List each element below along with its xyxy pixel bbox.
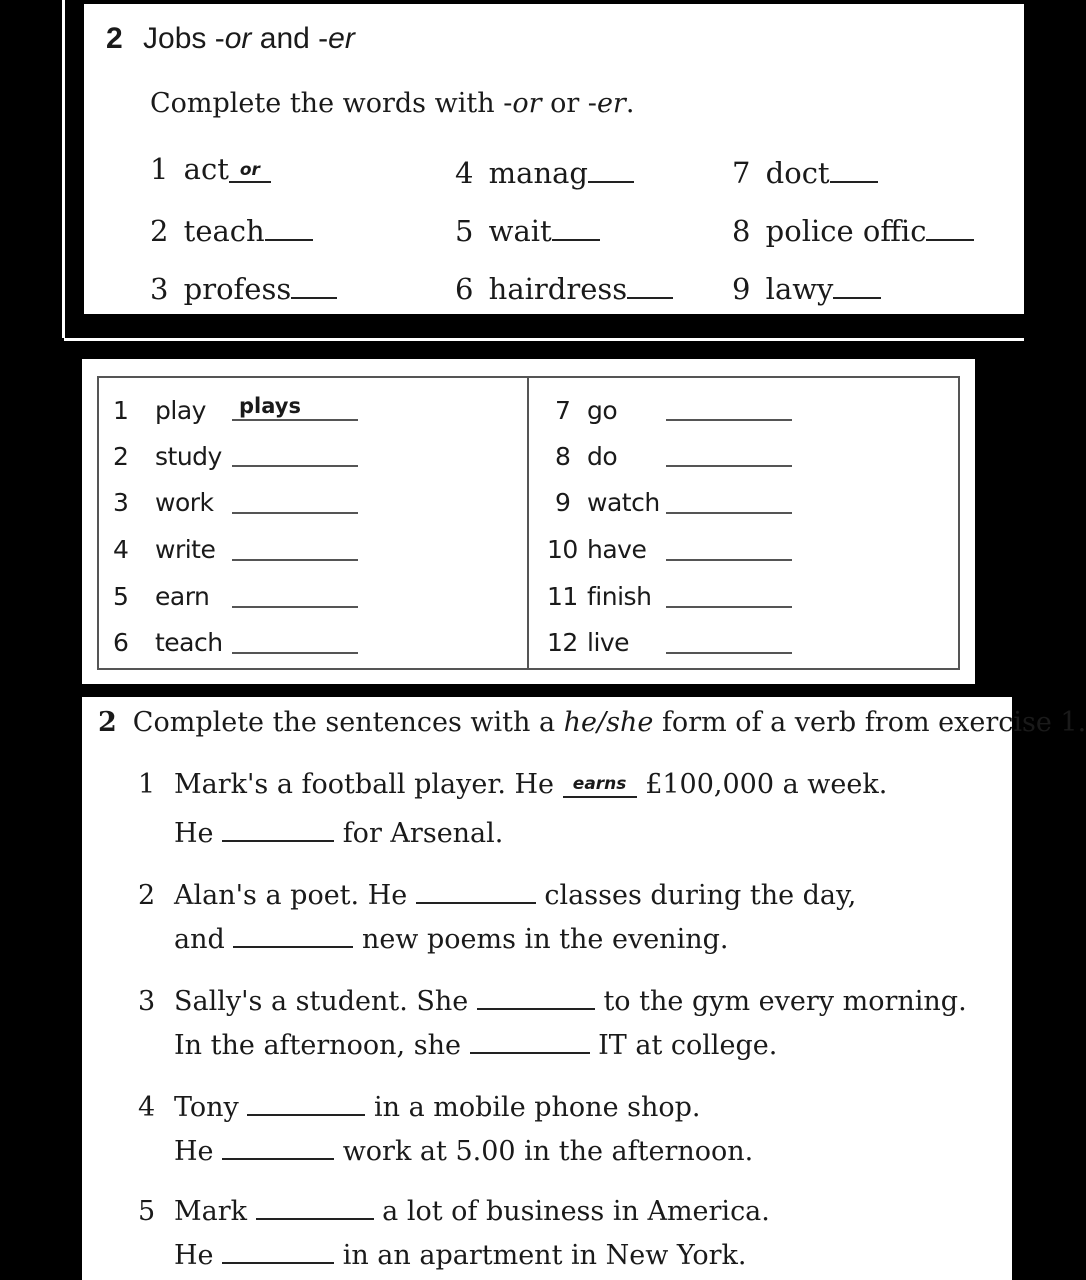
verb-number: 1 (113, 396, 129, 425)
word-item (732, 268, 881, 306)
verb-word: write (155, 535, 216, 564)
answer-line[interactable] (666, 558, 792, 561)
verb-word: play (155, 396, 206, 425)
sentence-text: He (174, 818, 223, 849)
sentence-text: He (174, 1240, 223, 1271)
word-stem: manag (488, 156, 588, 190)
answer-blank[interactable] (830, 152, 878, 183)
verb-word: earn (155, 582, 210, 611)
verb-word: watch (587, 488, 660, 517)
word-item (455, 210, 600, 248)
word-item (455, 152, 634, 190)
answer-line[interactable] (232, 511, 358, 514)
sentence-text: and (174, 924, 234, 955)
word-item (150, 152, 271, 186)
horizontal-divider (64, 338, 1024, 341)
handwritten-answer: earns (572, 774, 627, 794)
verb-word: live (587, 628, 630, 657)
verb-word: teach (155, 628, 223, 657)
verb-word: do (587, 442, 618, 471)
exercise-number: 2 (106, 22, 123, 55)
word-stem: wait (488, 214, 552, 248)
instruction-text-end: form of a verb from exercise 1. (653, 707, 1086, 738)
word-stem: hairdress (488, 272, 628, 306)
exercise-jobs-panel (82, 4, 1024, 314)
sentence-line (174, 1235, 747, 1271)
verb-number: 5 (113, 582, 129, 611)
exercise-title (106, 22, 355, 56)
answer-line[interactable] (666, 651, 792, 654)
title-and: and - (251, 22, 329, 55)
sentence-number: 2 (138, 880, 156, 911)
verb-number: 9 (555, 488, 571, 517)
word-item (732, 152, 878, 190)
sentence-number: 5 (138, 1196, 156, 1227)
item-number: 3 (150, 272, 169, 306)
vertical-divider (62, 0, 65, 338)
word-stem: act (183, 152, 229, 186)
verb-word: work (155, 488, 214, 517)
sentence-number: 4 (138, 1092, 156, 1123)
verb-number: 11 (547, 582, 578, 611)
sentence-item (138, 1087, 701, 1123)
sentence-text: new poems in the evening. (353, 924, 729, 955)
sentence-text: for Arsenal. (334, 818, 504, 849)
verb-word: study (155, 442, 222, 471)
answer-blank[interactable] (222, 1131, 334, 1160)
exercise-number: 2 (98, 707, 117, 738)
word-item (455, 268, 673, 306)
sentence-text: classes during the day, (535, 880, 857, 911)
answer-line[interactable] (666, 511, 792, 514)
answer-line[interactable] (666, 605, 792, 608)
word-stem: lawy (765, 272, 834, 306)
handwritten-answer: plays (239, 394, 301, 418)
sentence-line (174, 1131, 753, 1167)
instruction-er: er (596, 88, 626, 119)
answer-blank[interactable] (552, 210, 600, 241)
answer-blank[interactable] (222, 813, 334, 842)
answer-blank[interactable] (926, 210, 974, 241)
sentence-text: Tony (174, 1092, 248, 1123)
verb-number: 2 (113, 442, 129, 471)
sentence-text: Mark's a football player. He (174, 769, 563, 800)
sentence-text: Alan's a poet. He (174, 880, 416, 911)
word-item (150, 268, 337, 306)
answer-line[interactable] (666, 464, 792, 467)
answer-blank[interactable] (229, 152, 271, 183)
verb-table (97, 376, 960, 670)
verb-table-panel (82, 359, 975, 684)
sentence-line (174, 919, 728, 955)
sentence-number: 1 (138, 769, 156, 800)
sentence-text: Sally's a student. She (174, 986, 477, 1017)
item-number: 9 (732, 272, 751, 306)
instruction-end: . (625, 88, 635, 119)
verb-number: 7 (555, 396, 571, 425)
answer-line[interactable] (232, 605, 358, 608)
verb-word: have (587, 535, 647, 564)
instruction-mid: or - (541, 88, 597, 119)
sentence-text: He (174, 1136, 223, 1167)
answer-blank[interactable] (588, 152, 634, 183)
answer-blank[interactable] (256, 1191, 374, 1220)
verb-number: 3 (113, 488, 129, 517)
verb-word: finish (587, 582, 652, 611)
answer-blank[interactable] (416, 875, 536, 904)
sentence-item (138, 769, 887, 800)
word-stem: police offic (765, 214, 927, 248)
title-er: er (328, 22, 355, 55)
title-text: Jobs - (143, 22, 225, 55)
sentence-text: IT at college. (589, 1030, 778, 1061)
sentence-text: to the gym every morning. (594, 986, 967, 1017)
verb-number: 6 (113, 628, 129, 657)
sentence-line (174, 813, 503, 849)
answer-line[interactable] (666, 418, 792, 421)
answer-blank[interactable] (563, 769, 637, 798)
answer-line[interactable] (232, 558, 358, 561)
word-stem: doct (765, 156, 830, 190)
answer-blank[interactable] (233, 919, 353, 948)
verb-number: 12 (547, 628, 578, 657)
item-number: 4 (455, 156, 474, 190)
item-number: 8 (732, 214, 751, 248)
answer-line[interactable] (232, 464, 358, 467)
verb-number: 4 (113, 535, 129, 564)
sentence-item (138, 1191, 770, 1227)
sentence-text: work at 5.00 in the afternoon. (334, 1136, 754, 1167)
answer-blank[interactable] (627, 268, 673, 299)
item-number: 7 (732, 156, 751, 190)
answer-line[interactable] (232, 418, 358, 421)
sentence-item (138, 875, 856, 911)
answer-blank[interactable] (291, 268, 337, 299)
item-number: 1 (150, 152, 169, 186)
sentence-text: £100,000 a week. (636, 769, 888, 800)
instruction-text: Complete the sentences with a (132, 707, 564, 738)
answer-blank[interactable] (265, 210, 313, 241)
answer-blank[interactable] (833, 268, 881, 299)
answer-blank[interactable] (247, 1087, 365, 1116)
word-item (150, 210, 313, 248)
verb-word: go (587, 396, 618, 425)
item-number: 6 (455, 272, 474, 306)
sentence-text: a lot of business in America. (373, 1196, 770, 1227)
sentence-text: in a mobile phone shop. (365, 1092, 701, 1123)
word-stem: teach (183, 214, 265, 248)
sentence-line (174, 1025, 777, 1061)
verb-number: 10 (547, 535, 578, 564)
answer-blank[interactable] (470, 1025, 590, 1054)
sentence-text: in an apartment in New York. (334, 1240, 747, 1271)
item-number: 5 (455, 214, 474, 248)
answer-blank[interactable] (477, 981, 595, 1010)
exercise-instruction (98, 707, 1086, 738)
answer-blank[interactable] (222, 1235, 334, 1264)
instruction-or: or (512, 88, 542, 119)
instruction-he-she: he/she (563, 707, 654, 738)
table-divider (527, 378, 529, 668)
word-stem: profess (183, 272, 292, 306)
sentence-text: Mark (174, 1196, 256, 1227)
exercise-instruction (150, 88, 634, 119)
answer-line[interactable] (232, 651, 358, 654)
sentence-number: 3 (138, 986, 156, 1017)
item-number: 2 (150, 214, 169, 248)
word-item (732, 210, 974, 248)
exercise-sentences-panel (82, 697, 1086, 1280)
sentence-text: In the afternoon, she (174, 1030, 470, 1061)
instruction-text: Complete the words with - (150, 88, 513, 119)
title-or: or (224, 22, 252, 55)
verb-number: 8 (555, 442, 571, 471)
handwritten-answer: or (239, 160, 260, 180)
sentence-item (138, 981, 967, 1017)
